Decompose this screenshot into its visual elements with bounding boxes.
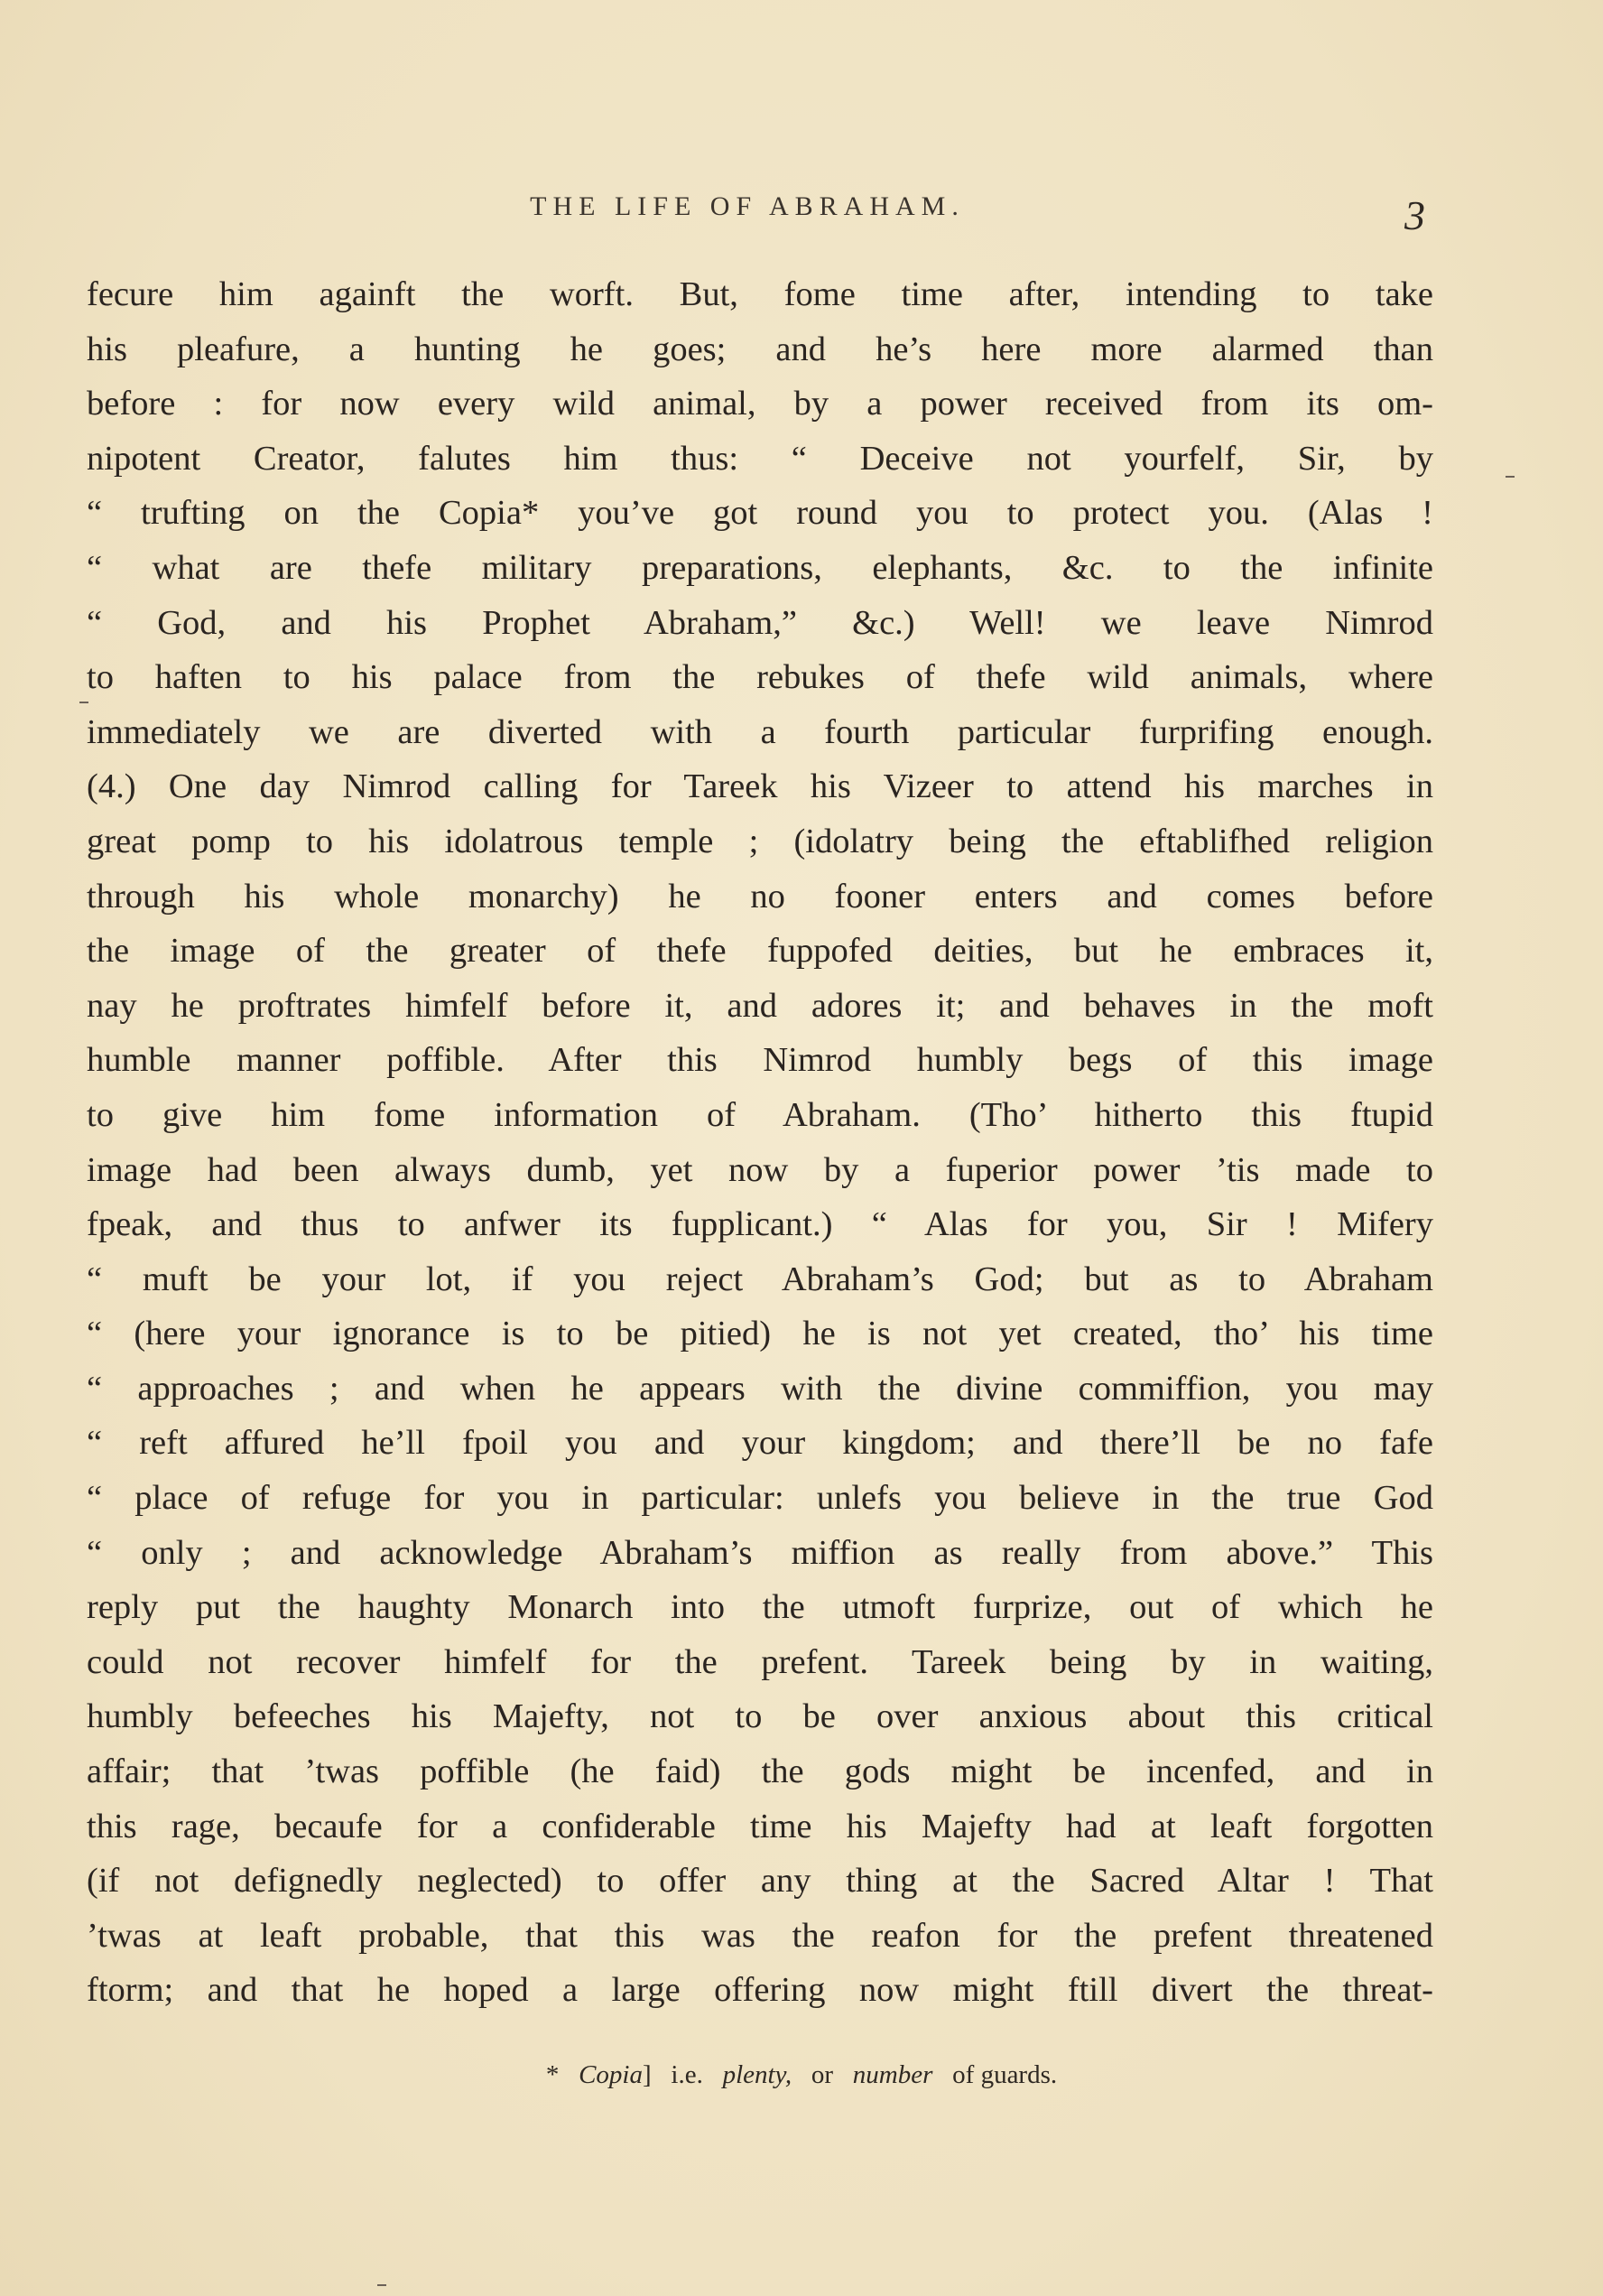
margin-speck: [1506, 476, 1515, 478]
body-line: reply put the haughty Monarch into the utmoft furprize, out of which he: [87, 1588, 1433, 1627]
footnote-or: or: [811, 2060, 834, 2089]
body-line: could not recover himfelf for the prefent. Tareek being by in waiting,: [87, 1642, 1433, 1681]
body-line: immediately we are diverted with a fourth particular furprifing enough.: [87, 712, 1433, 751]
body-line: fecure him againft the worft. But, fome time after, intending to take: [87, 275, 1433, 313]
body-line: image had been always dumb, yet now by a fuperior power ’tis made to: [87, 1150, 1433, 1189]
body-line: to give him fome information of Abraham. (Tho’ hitherto this ftupid: [87, 1095, 1433, 1134]
body-line: “ reft affured he’ll fpoil you and your kingdom; and there’ll be no fafe: [87, 1424, 1433, 1463]
footnote-rest: of guards.: [952, 2060, 1058, 2089]
footnote-ie: i.e.: [671, 2060, 703, 2089]
body-line: before : for now every wild animal, by a power received from its om-: [87, 385, 1433, 423]
body-line: (if not defignedly neglected) to offer any thing at the Sacred Altar ! That: [87, 1862, 1433, 1901]
page-number: 3: [1404, 192, 1425, 238]
body-line: (4.) One day Nimrod calling for Tareek his Vizeer to attend his marches in: [87, 767, 1433, 806]
body-text: [87, 267, 1433, 2018]
footnote-gloss-number: number: [852, 2060, 933, 2089]
body-line: “ what are thefe military preparations, elephants, &c. to the infinite: [87, 548, 1433, 587]
body-line: “ approaches ; and when he appears with the divine commiffion, you may: [87, 1369, 1433, 1408]
body-line: “ only ; and acknowledge Abraham’s miffion as really from above.” This: [87, 1533, 1433, 1572]
footnote-term: Copia: [579, 2060, 643, 2089]
body-line: “ God, and his Prophet Abraham,” &c.) Well! we leave Nimrod: [87, 603, 1433, 642]
body-line: great pomp to his idolatrous temple ; (idolatry being the eftablifhed religion: [87, 822, 1433, 860]
body-line: through his whole monarchy) he no fooner enters and comes before: [87, 877, 1433, 916]
body-line: to haften to his palace from the rebukes of thefe wild animals, where: [87, 658, 1433, 697]
body-line: humbly befeeches his Majefty, not to be over anxious about this critical: [87, 1697, 1433, 1736]
body-line: ’twas at leaft probable, that this was the reafon for the prefent threatened: [87, 1916, 1433, 1955]
running-head: [0, 191, 1603, 222]
body-line: nipotent Creator, falutes him thus: “ Deceive not yourfelf, Sir, by: [87, 439, 1433, 478]
body-line: nay he proftrates himfelf before it, and adores it; and behaves in the moft: [87, 986, 1433, 1025]
body-line: “ (here your ignorance is to be pitied) he is not yet created, tho’ his time: [87, 1315, 1433, 1353]
body-line: ftorm; and that he hoped a large offering now might ftill divert the threat-: [87, 1971, 1433, 2010]
margin-speck: [377, 2284, 386, 2286]
running-title: THE LIFE OF ABRAHAM.: [530, 191, 965, 221]
body-line: “ trufting on the Copia* you’ve got round you to protect you. (Alas !: [87, 494, 1433, 533]
body-line: fpeak, and thus to anfwer its fupplicant.) “ Alas for you, Sir ! Mifery: [87, 1205, 1433, 1244]
body-line: affair; that ’twas poffible (he faid) the gods might be incenfed, and in: [87, 1752, 1433, 1791]
footnote-bracket: ]: [643, 2060, 652, 2089]
body-line: the image of the greater of thefe fuppofed deities, but he embraces it,: [87, 932, 1433, 971]
footnote: [0, 2060, 1603, 2090]
body-line: humble manner poffible. After this Nimrod humbly begs of this image: [87, 1041, 1433, 1080]
footnote-gloss-plenty: plenty,: [722, 2060, 792, 2089]
body-line: “ place of refuge for you in particular: unlefs you believe in the true God: [87, 1479, 1433, 1518]
footnote-marker: *: [545, 2060, 560, 2089]
body-line: this rage, becaufe for a confiderable time his Majefty had at leaft forgotten: [87, 1807, 1433, 1845]
body-line: “ muft be your lot, if you reject Abraham’s God; but as to Abraham: [87, 1260, 1433, 1298]
margin-speck: [79, 702, 88, 703]
body-line: his pleafure, a hunting he goes; and he’s here more alarmed than: [87, 330, 1433, 368]
